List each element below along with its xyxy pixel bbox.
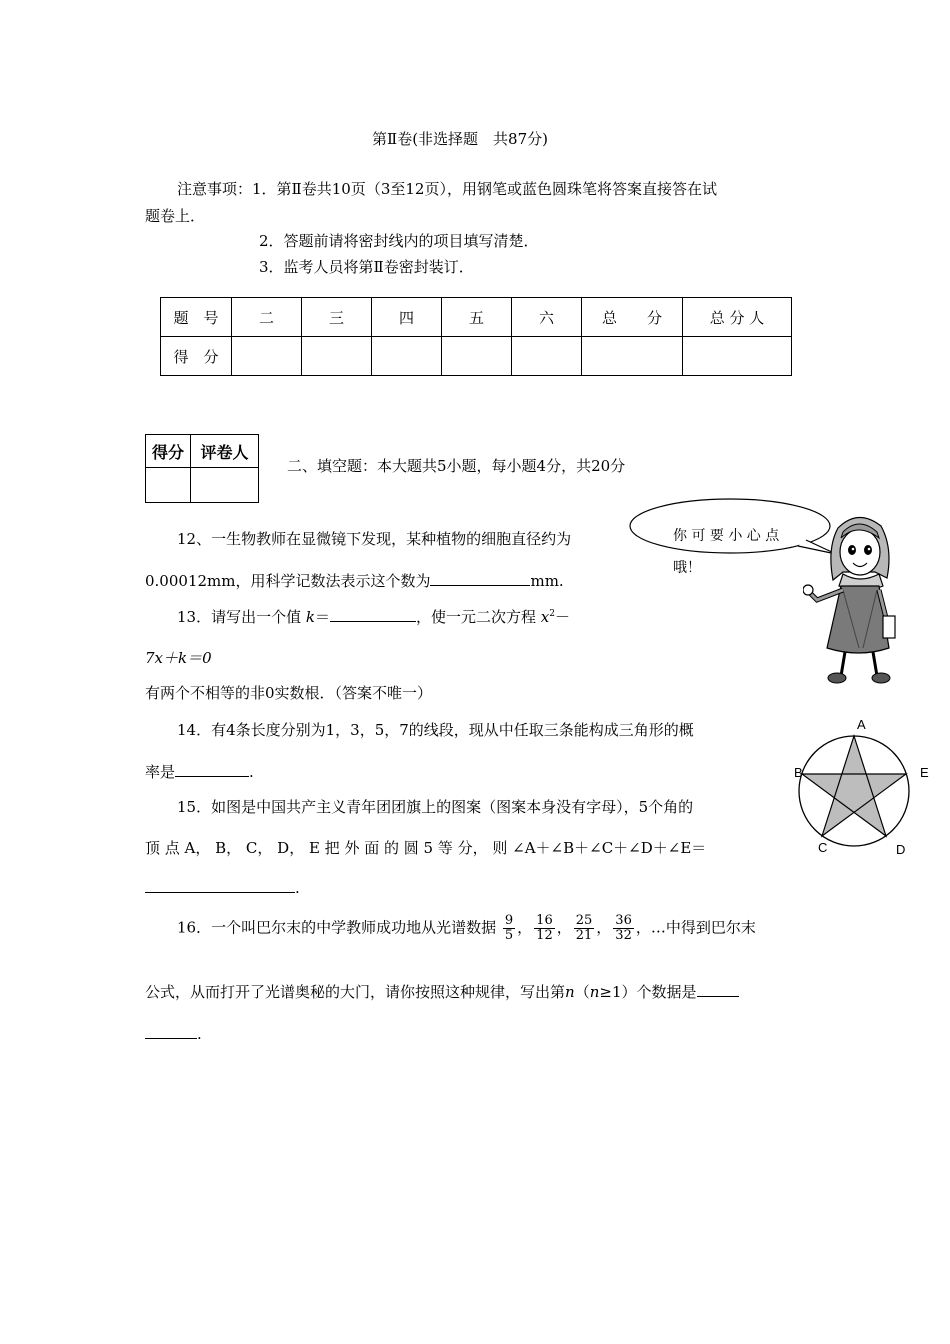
score-header-cell: 二 [232,298,302,337]
q12-unit: mm. [530,572,564,590]
score-table [160,297,792,376]
q16-condition: ≥1）个数据是 [599,983,697,1001]
q13-prefix: 13．请写出一个值 [177,608,302,626]
q14-period: . [249,763,254,781]
q12-line2 [145,570,564,591]
grade-box-grader-cell[interactable] [191,468,259,503]
q15-line3 [145,878,300,897]
q13-minus: － [554,608,570,626]
q16-paren: （ [574,983,590,1001]
q16-line3 [145,1024,202,1043]
q13-equals: ＝ [314,608,330,626]
q15-line1: 15．如图是中国共产主义青年团团旗上的图案（图案本身没有字母），5个角的 [177,798,694,816]
score-header-cell: 题 号 [161,298,232,337]
star-label-e: E [920,765,929,780]
speech-line1: 你 可 要 小 心 点 [673,528,780,544]
score-input-cell[interactable] [442,337,512,376]
grade-box-score-label: 得分 [146,435,191,468]
q14-line1: 14．有4条长度分别为1，3，5，7的线段，现从中任取三条能构成三角形的概 [177,721,694,739]
fraction-denominator: 21 [575,928,593,943]
q14-prefix: 率是 [145,763,176,781]
grade-box-grader-label: 评卷人 [191,435,259,468]
fraction-denominator: 5 [504,928,514,943]
q16-var-n2: n [589,983,600,1001]
q14-line2 [145,761,254,782]
q16-fraction [534,914,555,943]
section-heading: 二、填空题：本大题共5小题，每小题4分，共20分 [287,457,626,475]
q14-answer-blank[interactable] [175,762,249,777]
q15-answer-blank[interactable] [145,878,295,893]
score-table-score-row [161,337,792,376]
q13-line3: 有两个不相等的非0实数根．（答案不唯一） [145,684,433,702]
notes-line1: 注意事项：1．第Ⅱ卷共10页（3至12页），用钢笔或蓝色圆珠笔将答案直接答在试 [177,180,717,198]
score-row-label: 得 分 [161,337,232,376]
q16-line1: 16．一个叫巴尔末的中学教师成功地从光谱数据 $\frac{9}{5}$ ， $\frac{16}{12}$ ， $\frac{25}{21}$ ， $\frac{36}{32}$ ，…中得到巴尔末 [177,913,756,943]
q16-answer-blank-cont[interactable] [145,1024,197,1039]
score-input-cell[interactable] [372,337,442,376]
score-header-cell: 五 [442,298,512,337]
q13-line1 [177,606,570,627]
score-input-cell[interactable] [683,337,792,376]
star-figure [790,716,915,862]
star-label-c: C [818,840,828,855]
score-input-cell[interactable] [302,337,372,376]
q16-line2-text: 公式，从而打开了光谱奥秘的大门，请你按照这种规律，写出第 [145,983,566,1001]
q13-exponent: 2 [549,609,555,619]
q16-fraction [503,914,515,943]
score-table-header-row [161,298,792,337]
score-header-cell: 三 [302,298,372,337]
q12-line2-text: 0.00012mm，用科学记数法表示这个数为 [145,572,431,590]
fraction-numerator: 9 [504,913,514,928]
q13-line2: 7x＋k＝0 [145,649,212,667]
grade-box [145,434,259,503]
score-input-cell[interactable] [512,337,582,376]
q16-period: . [197,1025,202,1043]
fraction-denominator: 12 [536,928,553,943]
score-header-cell: 总 分 [582,298,683,337]
score-header-cell: 四 [372,298,442,337]
fraction-denominator: 32 [615,928,632,943]
q13-var-x: x [540,608,550,626]
q16-fraction [574,914,595,943]
q16-answer-blank[interactable] [697,982,739,997]
fraction-numerator: 16 [536,913,553,928]
grade-box-score-cell[interactable] [146,468,191,503]
q16-fraction [613,914,634,943]
q13-var-k: k [305,608,315,626]
q13-answer-blank[interactable] [330,607,416,622]
star-label-d: D [896,842,906,857]
speech-line2: 哦！ [673,560,701,576]
fraction-numerator: 25 [575,913,593,928]
score-input-cell[interactable] [232,337,302,376]
cartoon-girl-icon [803,508,913,688]
score-header-cell: 总 分 人 [683,298,792,337]
star-label-b: B [794,765,803,780]
q16-line2 [145,981,739,1002]
fraction-numerator: 36 [615,913,632,928]
q16-prefix: 16．一个叫巴尔末的中学教师成功地从光谱数据 [177,918,497,937]
q12-line1: 12、一生物教师在显微镜下发现，某种植物的细胞直径约为 [177,530,572,548]
q15-line2: 顶 点 A， B， C， D， E 把 外 面 的 圆 5 等 分， 则 ∠A＋∠B＋∠C＋∠D＋∠E＝ [145,839,707,857]
score-input-cell[interactable] [582,337,683,376]
q13-middle: ，使一元二次方程 [415,608,536,626]
notes-line1b: 题卷上． [145,207,206,225]
score-header-cell: 六 [512,298,582,337]
q16-suffix: ，…中得到巴尔末 [635,918,756,937]
page-title: 第Ⅱ卷(非选择题 共87分) [372,130,548,148]
star-label-a: A [857,717,866,732]
q12-answer-blank[interactable] [430,571,530,586]
q16-var-n: n [565,983,575,1001]
notes-line3: 3．监考人员将第Ⅱ卷密封装订． [259,258,474,276]
notes-line2: 2．答题前请将密封线内的项目填写清楚． [259,232,539,250]
q15-period: . [295,879,300,897]
